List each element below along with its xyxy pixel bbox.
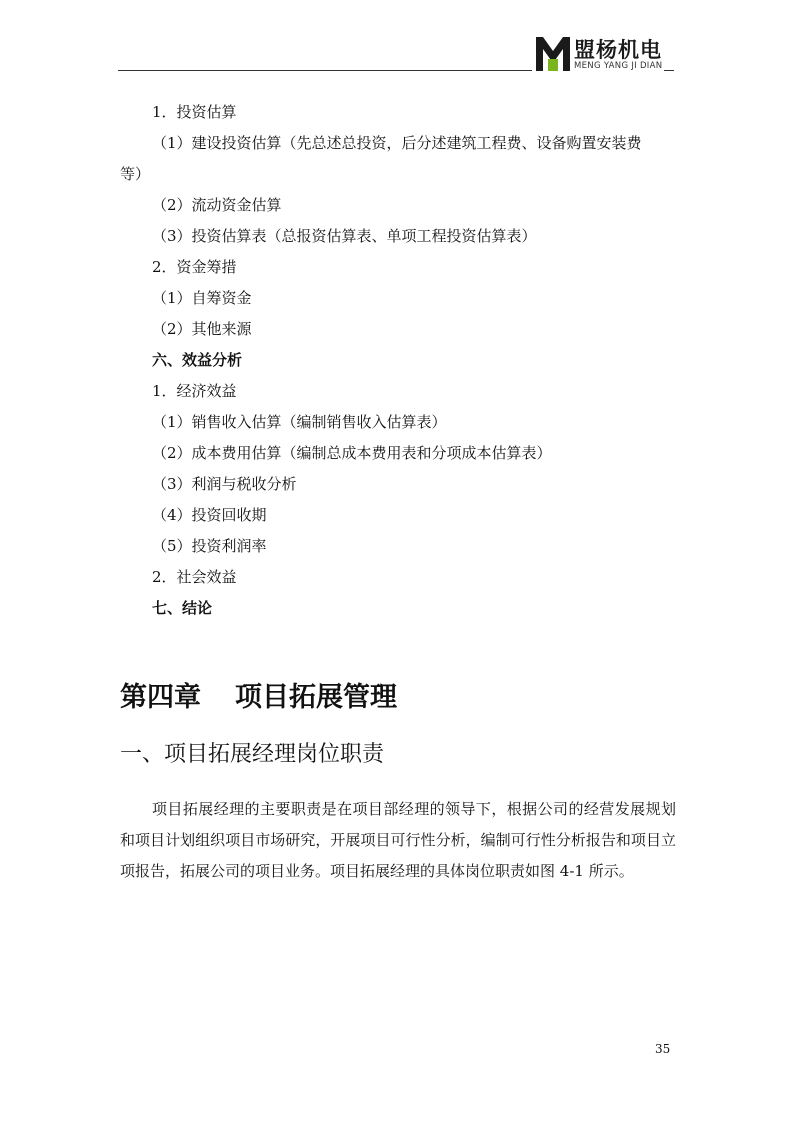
outline-line: 1．投资估算: [152, 103, 237, 121]
outline-line: （2）流动资金估算: [152, 196, 282, 214]
outline-line: （1）建设投资估算（先总述总投资，后分述建筑工程费、设备购置安装费: [152, 134, 642, 152]
logo-mark-icon: [536, 37, 570, 71]
body-paragraph: 项目拓展经理的主要职责是在项目部经理的领导下，根据公司的经营发展规划和项目计划组织项目市场研究，开展项目可行性分析，编制可行性分析报告和项目立项报告，拓展公司的项目业务。项目拓展经理的具体岗位职责如图 4-1 所示。: [120, 800, 676, 880]
brand-subtitle: MENG YANG JI DIAN: [574, 61, 663, 71]
chapter-number: 第四章: [120, 682, 201, 713]
brand-name: 盟杨机电: [574, 38, 662, 62]
outline-line: （4）投资回收期: [152, 506, 267, 524]
outline-line: 2．资金筹措: [152, 258, 237, 276]
outline-heading: 六、效益分析: [152, 351, 243, 369]
outline-line: （5）投资利润率: [152, 537, 267, 555]
outline-line: （1）销售收入估算（编制销售收入估算表）: [152, 413, 447, 431]
outline-line: 2．社会效益: [152, 568, 237, 586]
chapter-title: [120, 675, 397, 714]
section-title: 一、项目拓展经理岗位职责: [120, 742, 385, 767]
outline-line: 1．经济效益: [152, 382, 237, 400]
outline-line: （2）成本费用估算（编制总成本费用表和分项成本估算表）: [152, 444, 552, 462]
header-rule: [118, 70, 532, 71]
outline-line: （3）投资估算表（总报资估算表、单项工程投资估算表）: [152, 227, 537, 245]
page-number: 35: [655, 1042, 671, 1056]
outline-heading: 七、结论: [152, 599, 213, 617]
outline-line: （3）利润与税收分析: [152, 475, 297, 493]
outline-line: （2）其他来源: [152, 320, 252, 338]
brand-logo: [536, 34, 676, 74]
outline-line: （1）自筹资金: [152, 289, 252, 307]
chapter-name: 项目拓展管理: [235, 682, 397, 713]
outline-line: 等）: [120, 165, 151, 183]
